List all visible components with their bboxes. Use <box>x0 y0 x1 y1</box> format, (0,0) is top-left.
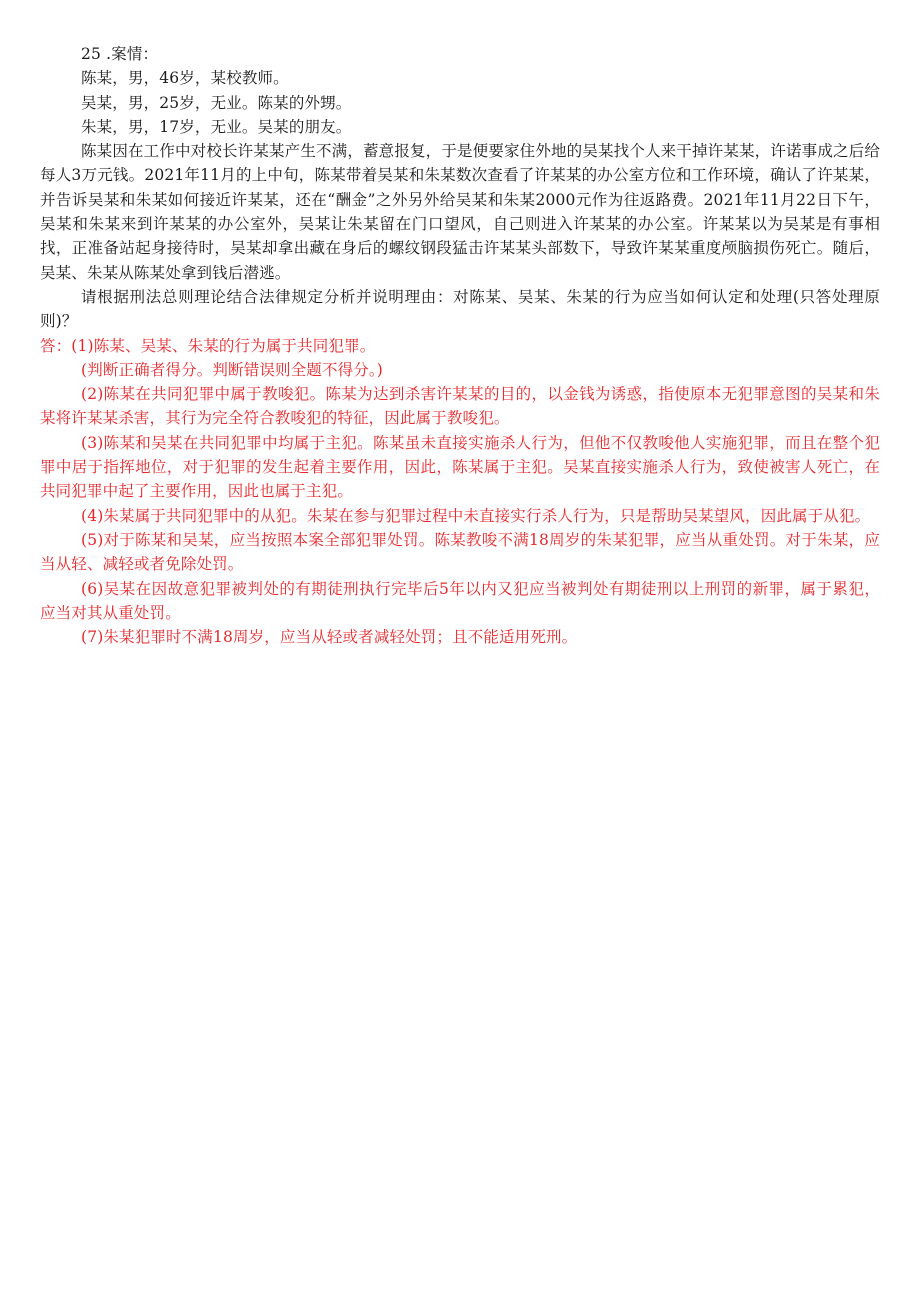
person-wu: 吴某，男，25岁，无业。陈某的外甥。 <box>81 93 352 112</box>
document-content <box>40 42 880 649</box>
case-facts-paragraph: 陈某因在工作中对校长许某某产生不满，蓄意报复，于是便要家住外地的吴某找个人来干掉许某某，许诺事成之后给每人3万元钱。2021年11月的上中旬，陈某带着吴某和朱某数次查看了许某某的办公室方位和工作环境，确认了许某某，并告诉吴某和朱某如何接近许某某，还在“酬金”之外另外给吴某和朱某2000元作为往返路费。2021年11月22日下午，吴某和朱某来到许某某的办公室外，吴某让朱某留在门口望风，自己则进入许某某的办公室。许某某以为吴某是有事相找，正准备站起身接待时，吴某却拿出藏在身后的螺纹钢段猛击许某某头部数下，导致许某某重度颅脑损伤死亡。随后，吴某、朱某从陈某处拿到钱后潜逃。 <box>40 142 880 282</box>
person-chen: 陈某，男，46岁，某校教师。 <box>81 69 289 88</box>
answer-item-2: (2)陈某在共同犯罪中属于教唆犯。陈某为达到杀害许某某的目的，以金钱为诱惑，指使原本无犯罪意图的吴某和朱某将许某某杀害，其行为完全符合教唆犯的特征，因此属于教唆犯。 <box>40 385 880 428</box>
answer-note: (判断正确者得分。判断错误则全题不得分。) <box>81 360 383 379</box>
answer-item-1: 答：(1)陈某、吴某、朱某的行为属于共同犯罪。 <box>40 336 376 355</box>
person-zhu: 朱某，男，17岁，无业。吴某的朋友。 <box>81 117 352 136</box>
question-heading: 25 .案情： <box>81 45 159 63</box>
answer-item-7: (7)朱某犯罪时不满18周岁，应当从轻或者减轻处罚；且不能适用死刑。 <box>81 628 578 647</box>
answer-item-6: (6)吴某在因故意犯罪被判处的有期徒刑执行完毕后5年以内又犯应当被判处有期徒刑以上刑罚的新罪，属于累犯，应当对其从重处罚。 <box>40 579 880 622</box>
answer-item-3: (3)陈某和吴某在共同犯罪中均属于主犯。陈某虽未直接实施杀人行为，但他不仅教唆他人实施犯罪，而且在整个犯罪中居于指挥地位，对于犯罪的发生起着主要作用，因此，陈某属于主犯。吴某直接实施杀人行为，致使被害人死亡，在共同犯罪中起了主要作用，因此也属于主犯。 <box>40 433 880 501</box>
answer-item-4: (4)朱某属于共同犯罪中的从犯。朱某在参与犯罪过程中未直接实行杀人行为，只是帮助吴某望风，因此属于从犯。 <box>81 506 871 525</box>
question-paragraph: 请根据刑法总则理论结合法律规定分析并说明理由：对陈某、吴某、朱某的行为应当如何认定和处理(只答处理原则)？ <box>40 287 880 331</box>
answer-item-5: (5)对于陈某和吴某，应当按照本案全部犯罪处罚。陈某教唆不满18周岁的朱某犯罪，应当从重处罚。对于朱某，应当从轻、减轻或者免除处罚。 <box>40 530 880 574</box>
